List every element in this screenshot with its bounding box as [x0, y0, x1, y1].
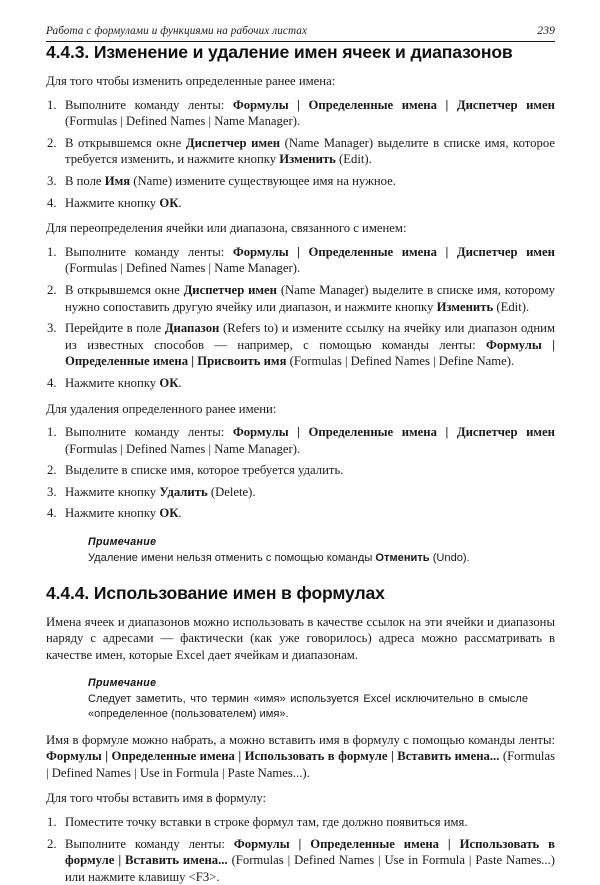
emphasis-text: ОК	[159, 375, 179, 390]
emphasis-text: |	[114, 853, 126, 868]
plain-text: (Name Manager) выделите в списке имя, которое требуется изменить, и нажмите кнопку	[65, 135, 555, 167]
emphasis-text: Формулы	[233, 836, 290, 851]
list-item-text	[65, 463, 343, 477]
list-item-text	[65, 136, 555, 167]
plain-text: .	[178, 506, 182, 521]
emphasis-text: |	[288, 425, 309, 440]
list-item-text	[65, 321, 555, 368]
plain-text: Выполните команду ленты:	[65, 244, 233, 259]
paragraph-paste-name-command	[46, 732, 555, 782]
list-item	[46, 505, 555, 522]
plain-text: (Edit).	[493, 299, 530, 314]
lead-paragraph-insert-name: Для того чтобы вставить имя в формулу:	[46, 791, 267, 806]
plain-text: Выполните команду ленты:	[65, 836, 234, 851]
list-item	[46, 173, 555, 190]
list-item	[46, 97, 555, 130]
list-item-text	[65, 837, 555, 884]
plain-text: В открывшемся окне	[65, 282, 184, 297]
list-item-number: 1.	[47, 97, 57, 112]
list-item-number: 4.	[47, 506, 57, 521]
emphasis-text: Определенные имена	[111, 749, 235, 764]
list-item-text	[65, 196, 182, 210]
list-item-number: 2.	[47, 282, 57, 297]
emphasis-text: Диспетчер имен	[456, 244, 555, 259]
plain-text: Нажмите кнопку	[65, 195, 160, 210]
lead-paragraph-redefine-range: Для переопределения ячейки или диапазона, связанного с именем:	[46, 221, 407, 236]
emphasis-text: Использовать в формуле	[65, 836, 556, 868]
plain-text: (Delete).	[207, 484, 256, 499]
lead-paragraph-modify-names: Для того чтобы изменить определенные ранее имена:	[46, 74, 336, 88]
emphasis-text: Удалить	[159, 484, 208, 499]
plain-text: (Formulas | Defined Names | Define Name).	[286, 354, 515, 369]
emphasis-text: |	[289, 836, 311, 851]
emphasis-text: |	[436, 97, 457, 112]
list-item	[46, 244, 555, 277]
list-item-number: 2.	[47, 463, 57, 478]
emphasis-text: Формулы	[46, 749, 102, 764]
list-item-text	[65, 245, 555, 276]
plain-text: (Formulas | Defined Names | Name Manager).	[65, 114, 301, 129]
emphasis-text: Формулы	[232, 97, 289, 112]
list-item-number: 4.	[47, 195, 57, 210]
emphasis-text: |	[101, 749, 112, 764]
list-item	[46, 484, 555, 501]
plain-text: Перейдите в поле	[65, 321, 165, 336]
steps-list-delete-name	[46, 424, 555, 522]
plain-text: (Refers to) и измените ссылку на ячейку или диапазон одним из известных способов — например, с помощью команды ленты:	[65, 321, 555, 352]
list-item-text	[65, 425, 555, 456]
plain-text: (Name Manager) выделите в списке имя, которому нужно сопоставить другую ячейку или диапазон, и нажмите кнопку	[65, 282, 555, 314]
page-number: 239	[537, 24, 555, 37]
plain-text: (Edit).	[335, 152, 372, 167]
emphasis-text: |	[541, 337, 556, 352]
list-item-text	[65, 174, 396, 188]
page-content	[46, 24, 555, 885]
plain-text: Нажмите кнопку	[65, 484, 160, 499]
list-item-number: 1.	[47, 244, 57, 259]
list-item-text	[65, 815, 468, 829]
emphasis-text: Вставить имена...	[397, 749, 500, 764]
emphasis-text: |	[288, 244, 309, 259]
plain-text: В поле	[65, 173, 105, 188]
section-spacer	[46, 566, 555, 583]
list-item-number: 3.	[47, 321, 57, 336]
list-item-text	[65, 485, 256, 499]
emphasis-text: |	[288, 97, 309, 112]
list-item	[46, 424, 555, 457]
plain-text: (Formulas | Defined Names | Use in Formula | Paste Names...) или нажмите клавишу <F3>.	[65, 853, 556, 884]
emphasis-text: Имя	[104, 173, 131, 188]
note-title: Примечание	[88, 677, 157, 690]
emphasis-text: |	[188, 354, 198, 369]
emphasis-text: |	[439, 836, 460, 851]
emphasis-text: |	[436, 244, 457, 259]
plain-text: В открывшемся окне	[65, 135, 186, 150]
emphasis-text: |	[436, 425, 457, 440]
plain-text: Имя в формуле можно набрать, а можно вставить имя в формулу с помощью команды ленты:	[46, 732, 555, 747]
plain-text: (Formulas | Defined Names | Name Manager).	[65, 441, 301, 456]
list-item	[46, 195, 555, 212]
running-head-title: Работа с формулами и функциями на рабочих листах	[46, 25, 308, 37]
list-item-number: 2.	[47, 135, 57, 150]
list-item-number: 1.	[47, 425, 57, 440]
emphasis-text: Отменить	[375, 552, 430, 565]
note-body	[88, 692, 528, 721]
list-item-text	[65, 376, 182, 390]
emphasis-text: Изменить	[279, 152, 336, 167]
steps-list-modify-names	[46, 97, 555, 212]
plain-text: Выполните команду ленты:	[65, 97, 233, 112]
plain-text: (Formulas | Defined Names | Use in Formula | Paste Names...).	[46, 749, 556, 780]
emphasis-text: Диспетчер имен	[456, 97, 555, 112]
emphasis-text: Определенные имена	[310, 836, 440, 851]
list-item	[46, 814, 555, 831]
note-title: Примечание	[88, 536, 157, 549]
running-head	[46, 24, 555, 42]
emphasis-text: Использовать в формуле	[244, 749, 388, 764]
emphasis-text: Диспетчер имен	[456, 425, 555, 440]
emphasis-text: Определенные имена	[65, 354, 189, 369]
note-term-definition	[88, 677, 528, 721]
plain-text: Нажмите кнопку	[65, 506, 160, 521]
emphasis-text: Формулы	[232, 244, 289, 259]
emphasis-text: Диспетчер имен	[183, 282, 277, 297]
emphasis-text: Вставить имена...	[125, 853, 228, 868]
emphasis-text: Определенные имена	[308, 244, 437, 259]
list-item-number: 2.	[47, 836, 57, 851]
emphasis-text: Изменить	[436, 299, 494, 314]
emphasis-text: |	[234, 749, 245, 764]
emphasis-text: Диспетчер имен	[185, 135, 281, 150]
list-item-text	[65, 506, 182, 520]
emphasis-text: Диапазон	[164, 321, 220, 336]
plain-text: .	[178, 375, 182, 390]
emphasis-text: ОК	[159, 506, 179, 521]
list-item	[46, 462, 555, 479]
list-item-text	[65, 283, 555, 314]
list-item-number: 3.	[47, 173, 57, 188]
steps-list-insert-name	[46, 814, 555, 885]
list-item	[46, 320, 555, 370]
plain-text: Удаление имени нельзя отменить с помощью команды	[88, 552, 376, 565]
list-item	[46, 282, 555, 315]
plain-text: (Name) измените существующее имя на нужное.	[130, 173, 396, 188]
note-body	[88, 551, 528, 566]
section-heading-443: 4.4.3. Изменение и удаление имен ячеек и диапазонов	[46, 42, 513, 62]
emphasis-text: ОК	[159, 195, 179, 210]
list-item-number: 1.	[47, 815, 57, 829]
plain-text: (Undo).	[429, 552, 470, 565]
steps-list-redefine-range	[46, 244, 555, 392]
emphasis-text: Формулы	[486, 337, 542, 352]
list-item-number: 4.	[47, 375, 57, 390]
list-item-text	[65, 98, 555, 129]
paragraph-names-as-references: Имена ячеек и диапазонов можно использовать в качестве ссылок на эти ячейки и диапазоны наряду с адресами — фактически (как уже говорилось) адреса можно рассматривать в качестве имен, которые Excel дает ячейкам и диапазонам.	[46, 614, 555, 662]
emphasis-text: |	[387, 749, 398, 764]
lead-paragraph-delete-name: Для удаления определенного ранее имени:	[46, 401, 277, 416]
plain-text: Нажмите кнопку	[65, 375, 160, 390]
plain-text: (Formulas | Defined Names | Name Manager).	[65, 261, 301, 276]
emphasis-text: Присвоить имя	[197, 354, 287, 369]
list-item	[46, 375, 555, 392]
plain-text: Следует заметить, что термин «имя» используется Excel исключительно в смысле «определенное (пользователем) имя».	[88, 693, 528, 721]
emphasis-text: Определенные имена	[308, 425, 437, 440]
emphasis-text: Определенные имена	[308, 97, 437, 112]
list-item	[46, 135, 555, 168]
plain-text: Выделите в списке имя, которое требуется удалить.	[65, 463, 344, 478]
plain-text: Поместите точку вставки в строке формул там, где должно появиться имя.	[65, 815, 468, 829]
plain-text: .	[178, 195, 182, 210]
plain-text: Выполните команду ленты:	[65, 425, 233, 440]
list-item-number: 3.	[47, 484, 57, 499]
emphasis-text: Формулы	[232, 425, 289, 440]
note-undo-warning	[88, 536, 528, 566]
list-item	[46, 836, 555, 885]
section-heading-444: 4.4.4. Использование имен в формулах	[46, 582, 385, 603]
